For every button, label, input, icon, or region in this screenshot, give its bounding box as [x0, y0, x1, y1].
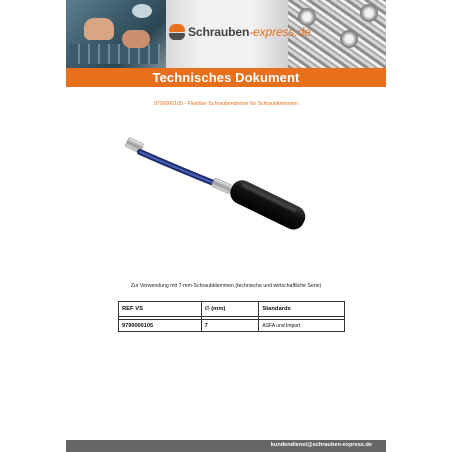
title-bar — [66, 68, 386, 87]
header-banner — [66, 0, 386, 68]
document-page — [66, 0, 386, 452]
header-diameter: ∅ (mm) — [201, 302, 259, 317]
workshop-photo — [66, 0, 166, 68]
brand-wordmark — [188, 25, 311, 39]
brand-name: Schrauben — [188, 25, 250, 39]
cell-standards: ASFA und Import — [259, 320, 345, 332]
spec-table — [118, 301, 345, 332]
usage-note: Zur Verwendung mit 7-mm-Schraubklemmen (technische und wirtschaftliche Serie) — [130, 283, 322, 289]
cell-ref: 9790000105 — [119, 320, 202, 332]
header-standards: Standards — [259, 302, 345, 317]
cell-diameter: 7 — [201, 320, 259, 332]
footer-bar — [66, 440, 386, 452]
header-ref: REF VS — [119, 302, 202, 317]
document-title: Technisches Dokument — [152, 70, 300, 85]
brand-logo[interactable] — [169, 22, 311, 42]
contact-email-link[interactable]: kundendienst@schrauben-express.de — [270, 442, 372, 448]
spec-table-header — [119, 302, 345, 317]
product-subtitle: 9790000105 - Flexibler Schraubendreher für Schraubklemmen — [154, 101, 298, 107]
logo-mark-icon — [169, 24, 185, 40]
table-row — [119, 320, 345, 332]
screwdriver-image — [96, 126, 366, 244]
brand-suffix: -express.de — [249, 25, 311, 39]
